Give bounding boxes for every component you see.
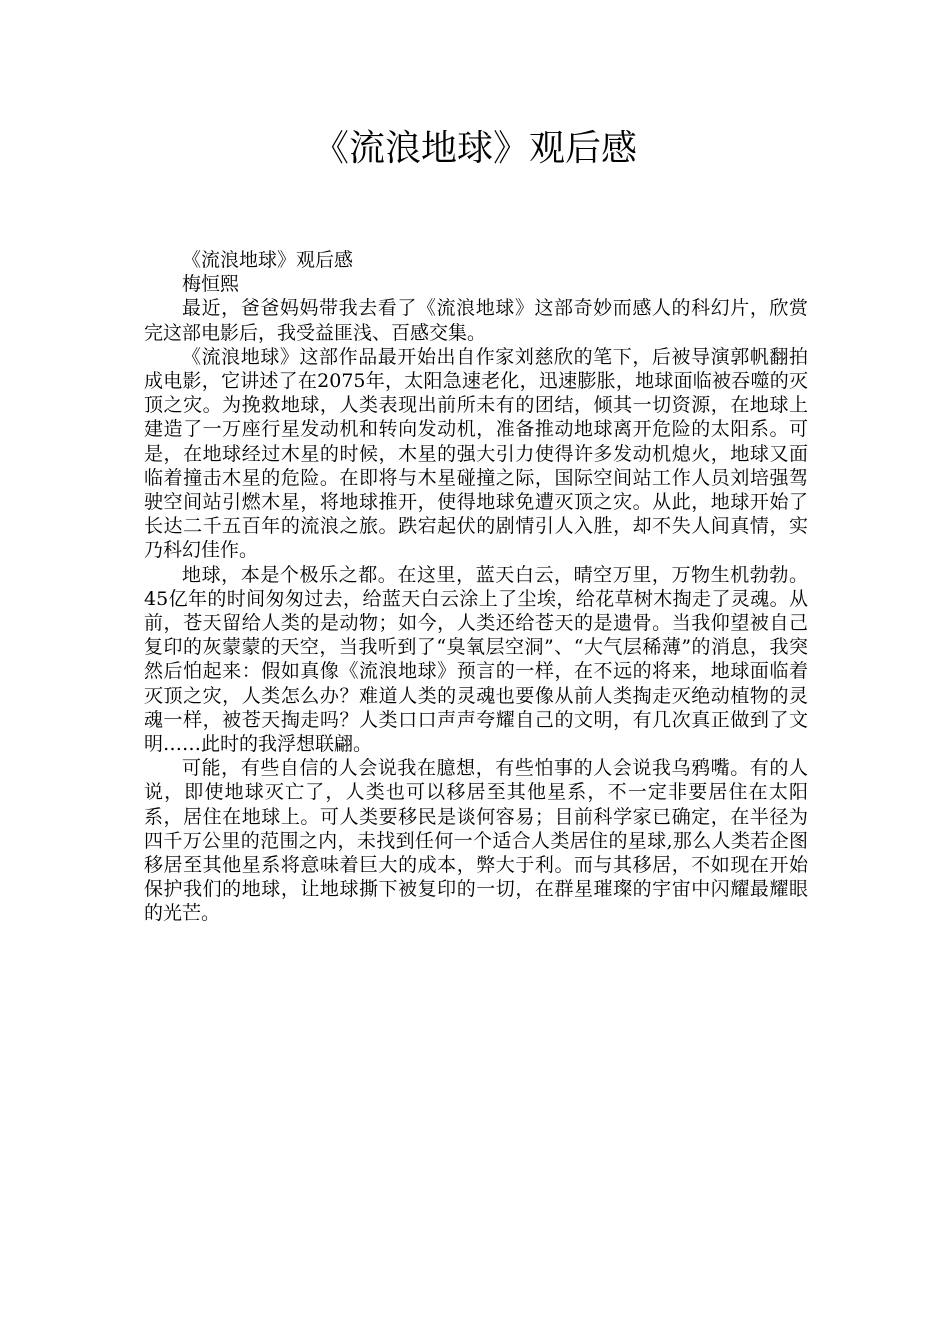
document-title: 《流浪地球》观后感 xyxy=(312,128,637,169)
paragraph-4: 可能，有些自信的人会说我在臆想，有些怕事的人会说我乌鸦嘴。有的人说，即使地球灭亡了，人类也可以移居至其他星系，不一定非要居住在太阳系，居住在地球上。可人类要移民是谈何容易；目前科学家已确定，在半径为四千万公里的范围之内，未找到任何一个适合人类居住的星球,那么人类若企图移居至其他星系将意味着巨大的成本，弊大于利。而与其移居，不如现在开始保护我们的地球，让地球撕下被复印的一切，在群星璀璨的宇宙中闪耀最耀眼的光芒。 xyxy=(144,757,808,925)
document-author: 梅恒熙 xyxy=(182,273,240,296)
paragraph-2: 《流浪地球》这部作品最开始出自作家刘慈欣的笔下，后被导演郭帆翻拍成电影，它讲述了在2075年，太阳急速老化，迅速膨胀，地球面临被吞噬的灭顶之灾。为挽救地球，人类表现出前所未有的团结，倾其一切资源，在地球上建造了一万座行星发动机和转向发动机，准备推动地球离开危险的太阳系。可是，在地球经过木星的时候，木星的强大引力使得许多发动机熄火，地球又面临着撞击木星的危险。在即将与木星碰撞之际，国际空间站工作人员刘培强驾驶空间站引燃木星，将地球推开，使得地球免遭灭顶之灾。从此，地球开始了长达二千五百年的流浪之旅。跌宕起伏的剧情引人入胜，却不失人间真情，实乃科幻佳作。 xyxy=(144,345,808,562)
document-subtitle: 《流浪地球》观后感 xyxy=(182,249,354,271)
paragraph-1: 最近，爸爸妈妈带我去看了《流浪地球》这部奇妙而感人的科幻片，欣赏完这部电影后，我受益匪浅、百感交集。 xyxy=(144,297,808,344)
paragraph-3: 地球，本是个极乐之都。在这里，蓝天白云，晴空万里，万物生机勃勃。45亿年的时间匆匆过去，给蓝天白云涂上了尘埃，给花草树木掏走了灵魂。从前，苍天留给人类的是动物；如今，人类还给苍天的是遗骨。当我仰望被自己复印的灰蒙蒙的天空，当我听到了“臭氧层空洞”、“大气层稀薄”的消息，我突然后怕起来：假如真像《流浪地球》预言的一样，在不远的将来，地球面临着灭顶之灾，人类怎么办？难道人类的灵魂也要像从前人类掏走灭绝动植物的灵魂一样，被苍天掏走吗？人类口口声声夸耀自己的文明，有几次真正做到了文明……此时的我浮想联翩。 xyxy=(144,563,808,756)
document-body xyxy=(144,248,808,926)
